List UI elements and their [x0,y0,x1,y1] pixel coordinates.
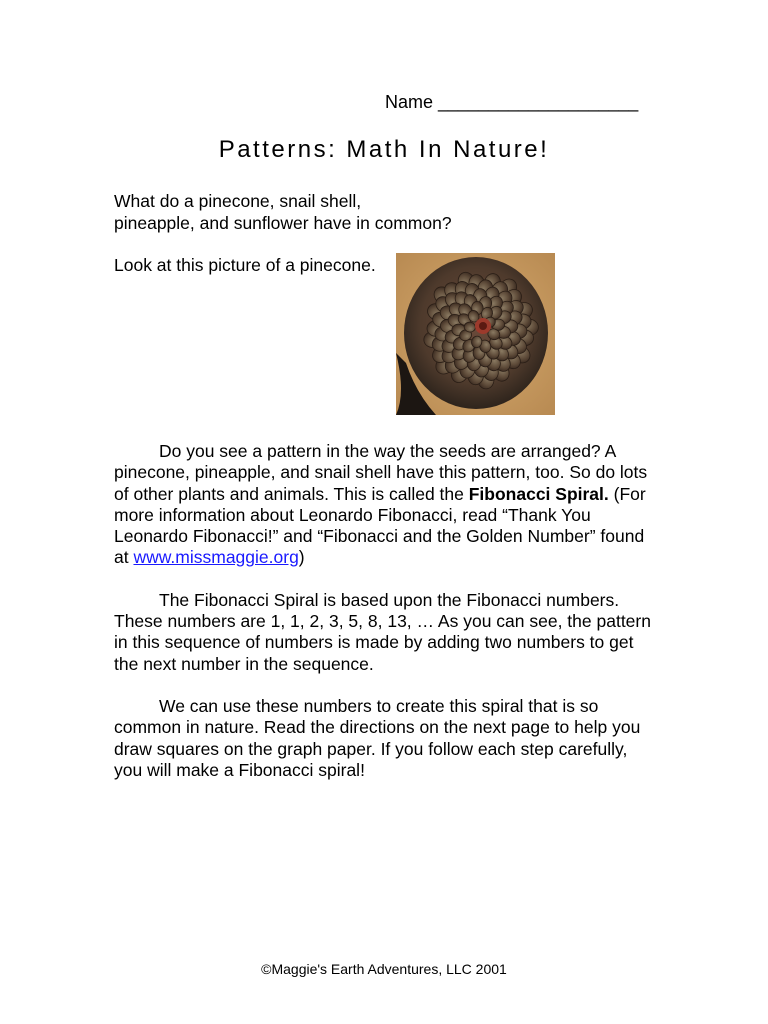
paragraph-numbers: The Fibonacci Spiral is based upon the Fibonacci numbers. These numbers are 1, 1, 2, 3, 5, 8, 13, … As you can see, the pattern in this sequence of numbers is made by adding two numbers to get the next number in the sequence. [114,589,651,674]
body-text [114,441,659,802]
name-field-line [385,92,638,113]
name-blank: ____________________ [438,92,639,112]
paragraph-1-start: Do you see a pattern in the way the seeds are arranged? A pinecone, pineapple, and snail shell have this pattern, too. So do lots of other plants and animals. This is called the [114,441,648,504]
name-label: Name [385,92,434,112]
page-title: Patterns: Math In Nature! [218,136,550,163]
paragraph-pattern [114,441,659,569]
paragraph-spiral: We can use these numbers to create this spiral that is so common in nature. Read the directions on the next page to help you draw squares on the graph paper. If you follow each step carefully, you will make a Fibonacci spiral! [114,695,641,780]
question-line-1: What do a pinecone, snail shell, [114,191,362,211]
missmaggie-link[interactable]: www.missmaggie.org [133,547,299,568]
look-instruction: Look at this picture of a pinecone. [114,255,376,275]
question-line-2: pineapple, and sunflower have in common? [114,212,452,233]
intro-section [114,191,674,298]
pinecone-photo [396,253,555,415]
fibonacci-spiral-term: Fibonacci Spiral. [468,483,609,504]
copyright-footer: ©Maggie's Earth Adventures, LLC 2001 [261,961,507,977]
paragraph-1-end: ) [298,547,305,568]
intro-question [114,191,674,234]
paragraph-1-middle: (For more information about Leonardo Fibonacci, read “Thank You Leonardo Fibonacci!” and “Fibonacci and the Golden Number” found at [114,483,646,568]
